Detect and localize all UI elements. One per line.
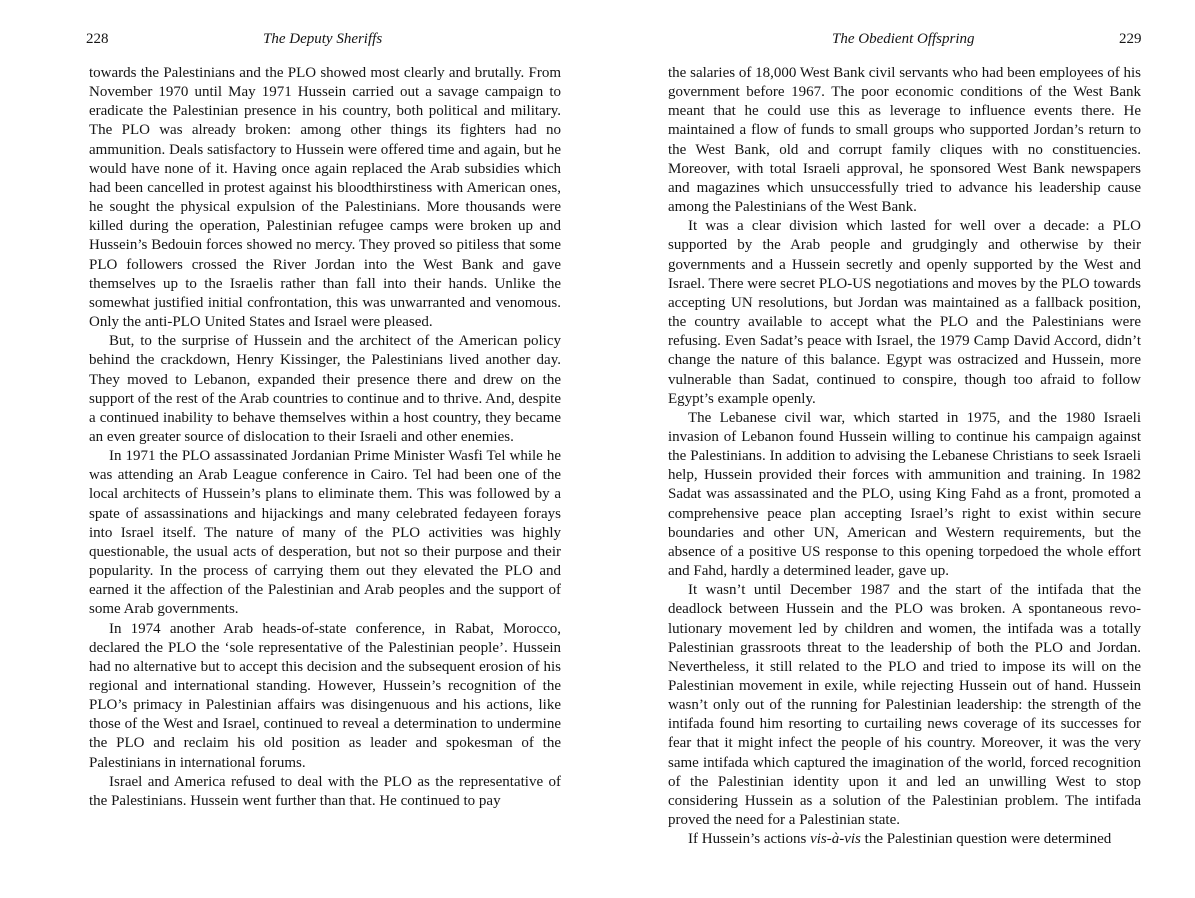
- italic-phrase: vis-à-vis: [810, 831, 861, 848]
- left-page-number: 228: [86, 31, 109, 47]
- right-running-title: The Obedient Offspring: [832, 31, 975, 47]
- paragraph: towards the Palestinians and the PLO showed most clearly and brutally. From November 1970 until May 1971 Hussein carried out a savage campaign to eradicate the Palestinian presence in his country, both political and military. The PLO was already broken: among other things its fighters had no ammunition. Deals satisfactory to Hussein were offered time and again, but he would have none of it. Having once again replaced the Arab subsidies which had been cancelled in protest against his bloodthirstiness with American ones, he sought the physical expulsion of the Palestinians. More thousands were killed during the operation, Palestinian refugee camps were broken up and Hussein’s Bedouin forces showed no mercy. They proved so pitiless that some PLO followers crossed the River Jordan into the West Bank and gave themselves up to the Israelis rather than fall into their hands. Unlike the somewhat justified initial confrontation, this was unwarranted and venomous. Only the anti-PLO United States and Israel were pleased.: [89, 65, 561, 331]
- right-page: [598, 0, 1195, 898]
- right-page-body: [668, 64, 1141, 849]
- right-page-number: 229: [1119, 31, 1142, 47]
- text-run: If Hussein’s actions: [688, 831, 811, 848]
- paragraph: In 1971 the PLO assassinated Jordanian Prime Minister Wasfi Tel while he was attending an Arab League conference in Cairo. Tel had been one of the local architects of Hussein’s plans to eliminate them. This was followed by a spate of assassinations and hijackings and many celebrated fedayeen forays into Israel itself. The nature of many of the PLO activities was highly questionable, the usual acts of desperation, but not so their purpose and their popularity. In the process of carrying them out they elevated the PLO and earned it the affection of the Palestinian and Arab peoples and the support of some Arab governments.: [89, 448, 561, 618]
- paragraph: The Lebanese civil war, which started in 1975, and the 1980 Israeli invasion of Lebanon found Hussein willing to continue his campaign against the Palestinians. In addition to advising the Lebanese Christians to seek Israeli help, Hussein provided their forces with ammunition and training. In 1982 Sadat was assassinated and the PLO, using King Fahd as a front, promoted a comprehensive peace plan accepting Israel’s right to exist within secure boundaries and other UN, American and Western requirements, but the absence of a positive US response to this opening torpedoed the whole effort and Fahd, hardly a determined leader, gave up.: [668, 409, 1141, 580]
- paragraph: In 1974 another Arab heads-of-state conference, in Rabat, Morocco, declared the PLO the ‘sole representative of the Palestinian people’. Hussein had no alternative but to accept this decision and the subsequent erosion of his regional and international standing. However, Hussein’s recognition of the PLO’s primacy in Palestinian affairs was disingenuous and his actions, like those of the West and Israel, continued to reveal a determination to undermine the PLO and reclaim his old position as leader and spokesman of the Palestinians in international forums.: [89, 620, 561, 771]
- paragraph: Israel and America refused to deal with the PLO as the representative of the Palestinians. Hussein went further than that. He continued to pay: [89, 773, 561, 809]
- paragraph: the salaries of 18,000 West Bank civil servants who had been employees of his government before 1967. The poor economic conditions of the West Bank meant that he could use this as leverage to influence events there. He maintained a flow of funds to small groups who supported Jordan’s return to the West Bank, old and corrupt family cliques with no constituencies. Moreover, with total Israeli approval, he sponsored West Bank newspapers and magazines which unsuccessfully tried to advance his leadership cause among the Palestinians of the West Bank.: [668, 65, 1141, 216]
- left-page-body: [89, 64, 561, 811]
- text-run: the Palestinian question were determined: [860, 831, 1112, 848]
- paragraph-last: [668, 830, 1141, 849]
- left-page: [0, 0, 597, 898]
- left-running-title: The Deputy Sheriffs: [263, 31, 383, 47]
- paragraph: It was a clear division which lasted for well over a decade: a PLO supported by the Arab people and grudgingly and otherwise by their governments and a Hussein secretly and openly supported by the West and Israel. There were secret PLO-US negotiations and moves by the PLO towards accepting UN resolutions, but Jordan was maintained as a fallback position, the country available to accept what the PLO and the Palestinians were refusing. Even Sadat’s peace with Israel, the 1979 Camp David Accord, didn’t change the nature of this balance. Egypt was ostracized and Hussein, more vulnerable than Sadat, continued to conspire, though too afraid to follow Egypt’s example openly.: [668, 218, 1141, 407]
- paragraph: It wasn’t until December 1987 and the start of the intifada that the deadlock between Hussein and the PLO was broken. A spontaneous revolutionary movement led by children and women, the intifada was a totally Palestinian grassroots threat to the leadership of both the PLO and Jordan. Nevertheless, it still related to the PLO and tried to impose its will on the Palestinian movement in exile, while rejecting Hussein out of hand. Hussein wasn’t only out of the running for Palestinian leadership: the strength of the intifada found him resorting to curtailing news coverage of its successes for fear that it might infect the people of his country. Moreover, it was the very same intifada which captured the imagination of the world, forced recognition of the Palestinian identity upon it and led an unwilling West to stop considering Hussein as a solution of the Palestinian problem. The intifada proved the need for a Palestinian state.: [668, 582, 1141, 829]
- paragraph: But, to the surprise of Hussein and the architect of the American policy behind the crackdown, Henry Kissinger, the Palestinians lived another day. They moved to Lebanon, expanded their presence there and drew on the support of the rest of the Arab countries to continue and to thrive. And, despite a continued inability to behave themselves within a host country, they became an even greater source of dislocation to their Israeli and other enemies.: [89, 333, 561, 445]
